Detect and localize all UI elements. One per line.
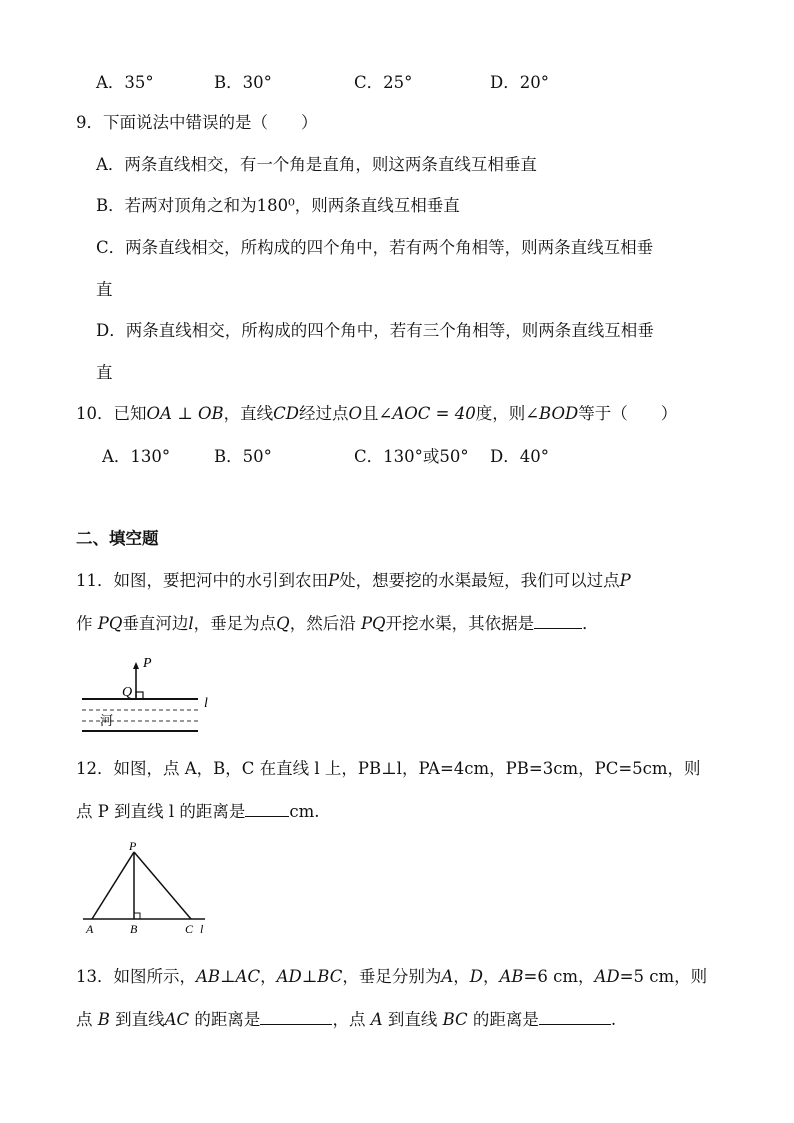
q9-option-b: B．若两对顶角之和为180⁰，则两条直线互相垂直 xyxy=(96,196,460,215)
q11-text: ，垂足为点 xyxy=(193,614,277,633)
q8-option-b: B．30° xyxy=(214,73,272,92)
figure-label-b: B xyxy=(130,922,138,936)
q13-text: ， xyxy=(453,967,470,986)
q9-option-c-line2: 直 xyxy=(96,280,113,299)
q10-stem xyxy=(76,403,677,425)
q10-angle-aoc: ∠AOC = 40 xyxy=(378,404,476,423)
q10-option-c: C．130°或50° xyxy=(354,447,469,466)
q8-option-d: D．20° xyxy=(490,73,549,92)
q13-point-a: A xyxy=(441,967,454,986)
q13-segment-ab: AB xyxy=(499,967,524,986)
q13-text: 的距离是 xyxy=(467,1010,539,1029)
figure-label-a: A xyxy=(86,922,94,936)
q11-text: 开挖水渠，其依据是 xyxy=(385,614,535,633)
q13-perp-ab-ac: AB⊥AC xyxy=(196,967,261,986)
q9-option-a: A．两条直线相交，有一个角是直角，则这两条直线互相垂直 xyxy=(96,155,537,174)
q13-line-ac: AC xyxy=(164,1010,190,1029)
q13-perp-ad-bc: AD⊥BC xyxy=(276,967,343,986)
figure-label-q: Q xyxy=(122,685,133,700)
q11-text: 作 xyxy=(76,614,98,633)
q13-line1 xyxy=(76,966,707,988)
q13-text: 点 xyxy=(76,1010,98,1029)
q12-text: 点 P 到直线 l 的距离是 xyxy=(76,802,246,821)
figure-segment-pa xyxy=(92,852,134,919)
q11-segment-pq: PQ xyxy=(97,614,123,633)
q13-text: ， xyxy=(482,967,500,986)
q13-segment-ad: AD xyxy=(594,967,620,986)
q11-figure xyxy=(80,652,220,736)
figure-label-c: C xyxy=(185,922,194,936)
q13-text: 的距离是 xyxy=(189,1010,261,1029)
q13-text: =6 cm， xyxy=(523,967,595,986)
q13-answer-blank-1[interactable] xyxy=(260,1008,332,1025)
q11-text: 垂直河边 xyxy=(122,614,189,633)
q8-option-a: A．35° xyxy=(96,73,154,92)
section-heading: 二、填空题 xyxy=(76,529,159,548)
q11-point-p: P xyxy=(619,571,631,590)
q13-text: 到直线 xyxy=(382,1010,443,1029)
q12-figure xyxy=(80,838,212,938)
q13-text: ， xyxy=(260,967,277,986)
q13-text: . xyxy=(610,1010,617,1029)
figure-right-angle xyxy=(134,913,140,919)
q10-angle-bod: ∠BOD xyxy=(525,404,579,423)
q11-text: ． xyxy=(582,614,599,633)
q12-answer-blank[interactable] xyxy=(245,800,289,817)
q11-text: ，然后沿 xyxy=(289,614,361,633)
q11-segment-pq: PQ xyxy=(360,614,386,633)
q11-line2 xyxy=(76,612,599,635)
q9-option-d-line1: D．两条直线相交，所构成的四个角中，若有三个角相等，则两条直线互相垂 xyxy=(96,321,654,340)
q10-option-b: B．50° xyxy=(214,447,272,466)
q10-text: ，直线 xyxy=(223,404,274,423)
q10-line-cd: CD xyxy=(273,404,299,423)
q9-option-d-line2: 直 xyxy=(96,363,113,382)
q13-text: =5 cm，则 xyxy=(619,967,708,986)
q13-point-d: D xyxy=(469,967,483,986)
q10-option-a: A．130° xyxy=(102,447,171,466)
figure-label-l: l xyxy=(204,696,208,711)
figure-label-p: P xyxy=(143,656,152,671)
q10-expr-perp: OA ⊥ OB xyxy=(146,404,224,423)
figure-label-l: l xyxy=(200,922,204,936)
q13-text: 到直线 xyxy=(109,1010,165,1029)
q11-point-q: Q xyxy=(276,614,290,633)
q13-line-bc: BC xyxy=(442,1010,468,1029)
q13-text: ，垂足分别为 xyxy=(342,967,442,986)
q11-text: 处，想要挖的水渠最短，我们可以过点 xyxy=(339,571,620,590)
q13-text: 13．如图所示， xyxy=(76,967,196,986)
figure-label-p: P xyxy=(129,839,137,853)
q12-line1: 12．如图，点 A，B，C 在直线 l 上，PB⊥l，PA=4cm，PB=3cm，PC=5cm，则 xyxy=(76,759,701,778)
q9-stem: 9．下面说法中错误的是（ ） xyxy=(76,113,318,132)
figure-right-angle xyxy=(136,692,143,699)
q11-line1 xyxy=(76,570,631,592)
q9-option-c-line1: C．两条直线相交，所构成的四个角中，若有两个角相等，则两条直线互相垂 xyxy=(96,238,654,257)
q13-point-b: B xyxy=(97,1010,110,1029)
q10-text: 度，则 xyxy=(475,404,526,423)
q10-option-d: D．40° xyxy=(490,447,549,466)
q10-text: 且 xyxy=(362,404,379,423)
q13-text: ，点 xyxy=(332,1010,371,1029)
q10-text: 等于（ ） xyxy=(578,404,678,423)
q10-number: 10．已知 xyxy=(76,404,147,423)
q11-line-l: l xyxy=(188,614,194,633)
q10-text: 经过点 xyxy=(298,404,349,423)
q11-answer-blank[interactable] xyxy=(534,612,582,629)
figure-label-river: 河 xyxy=(100,713,114,728)
q10-point-o: O xyxy=(348,404,362,423)
q13-answer-blank-2[interactable] xyxy=(539,1008,611,1025)
q11-point-p: P xyxy=(328,571,340,590)
q11-text: 11．如图，要把河中的水引到农田 xyxy=(76,571,328,590)
q8-option-c: C．25° xyxy=(354,73,413,92)
q12-text: cm. xyxy=(289,802,320,821)
q12-line2 xyxy=(76,800,320,823)
q13-line2 xyxy=(76,1008,616,1031)
q13-point-a: A xyxy=(370,1010,383,1029)
figure-arrowhead xyxy=(133,662,139,669)
figure-segment-pc xyxy=(134,852,191,919)
